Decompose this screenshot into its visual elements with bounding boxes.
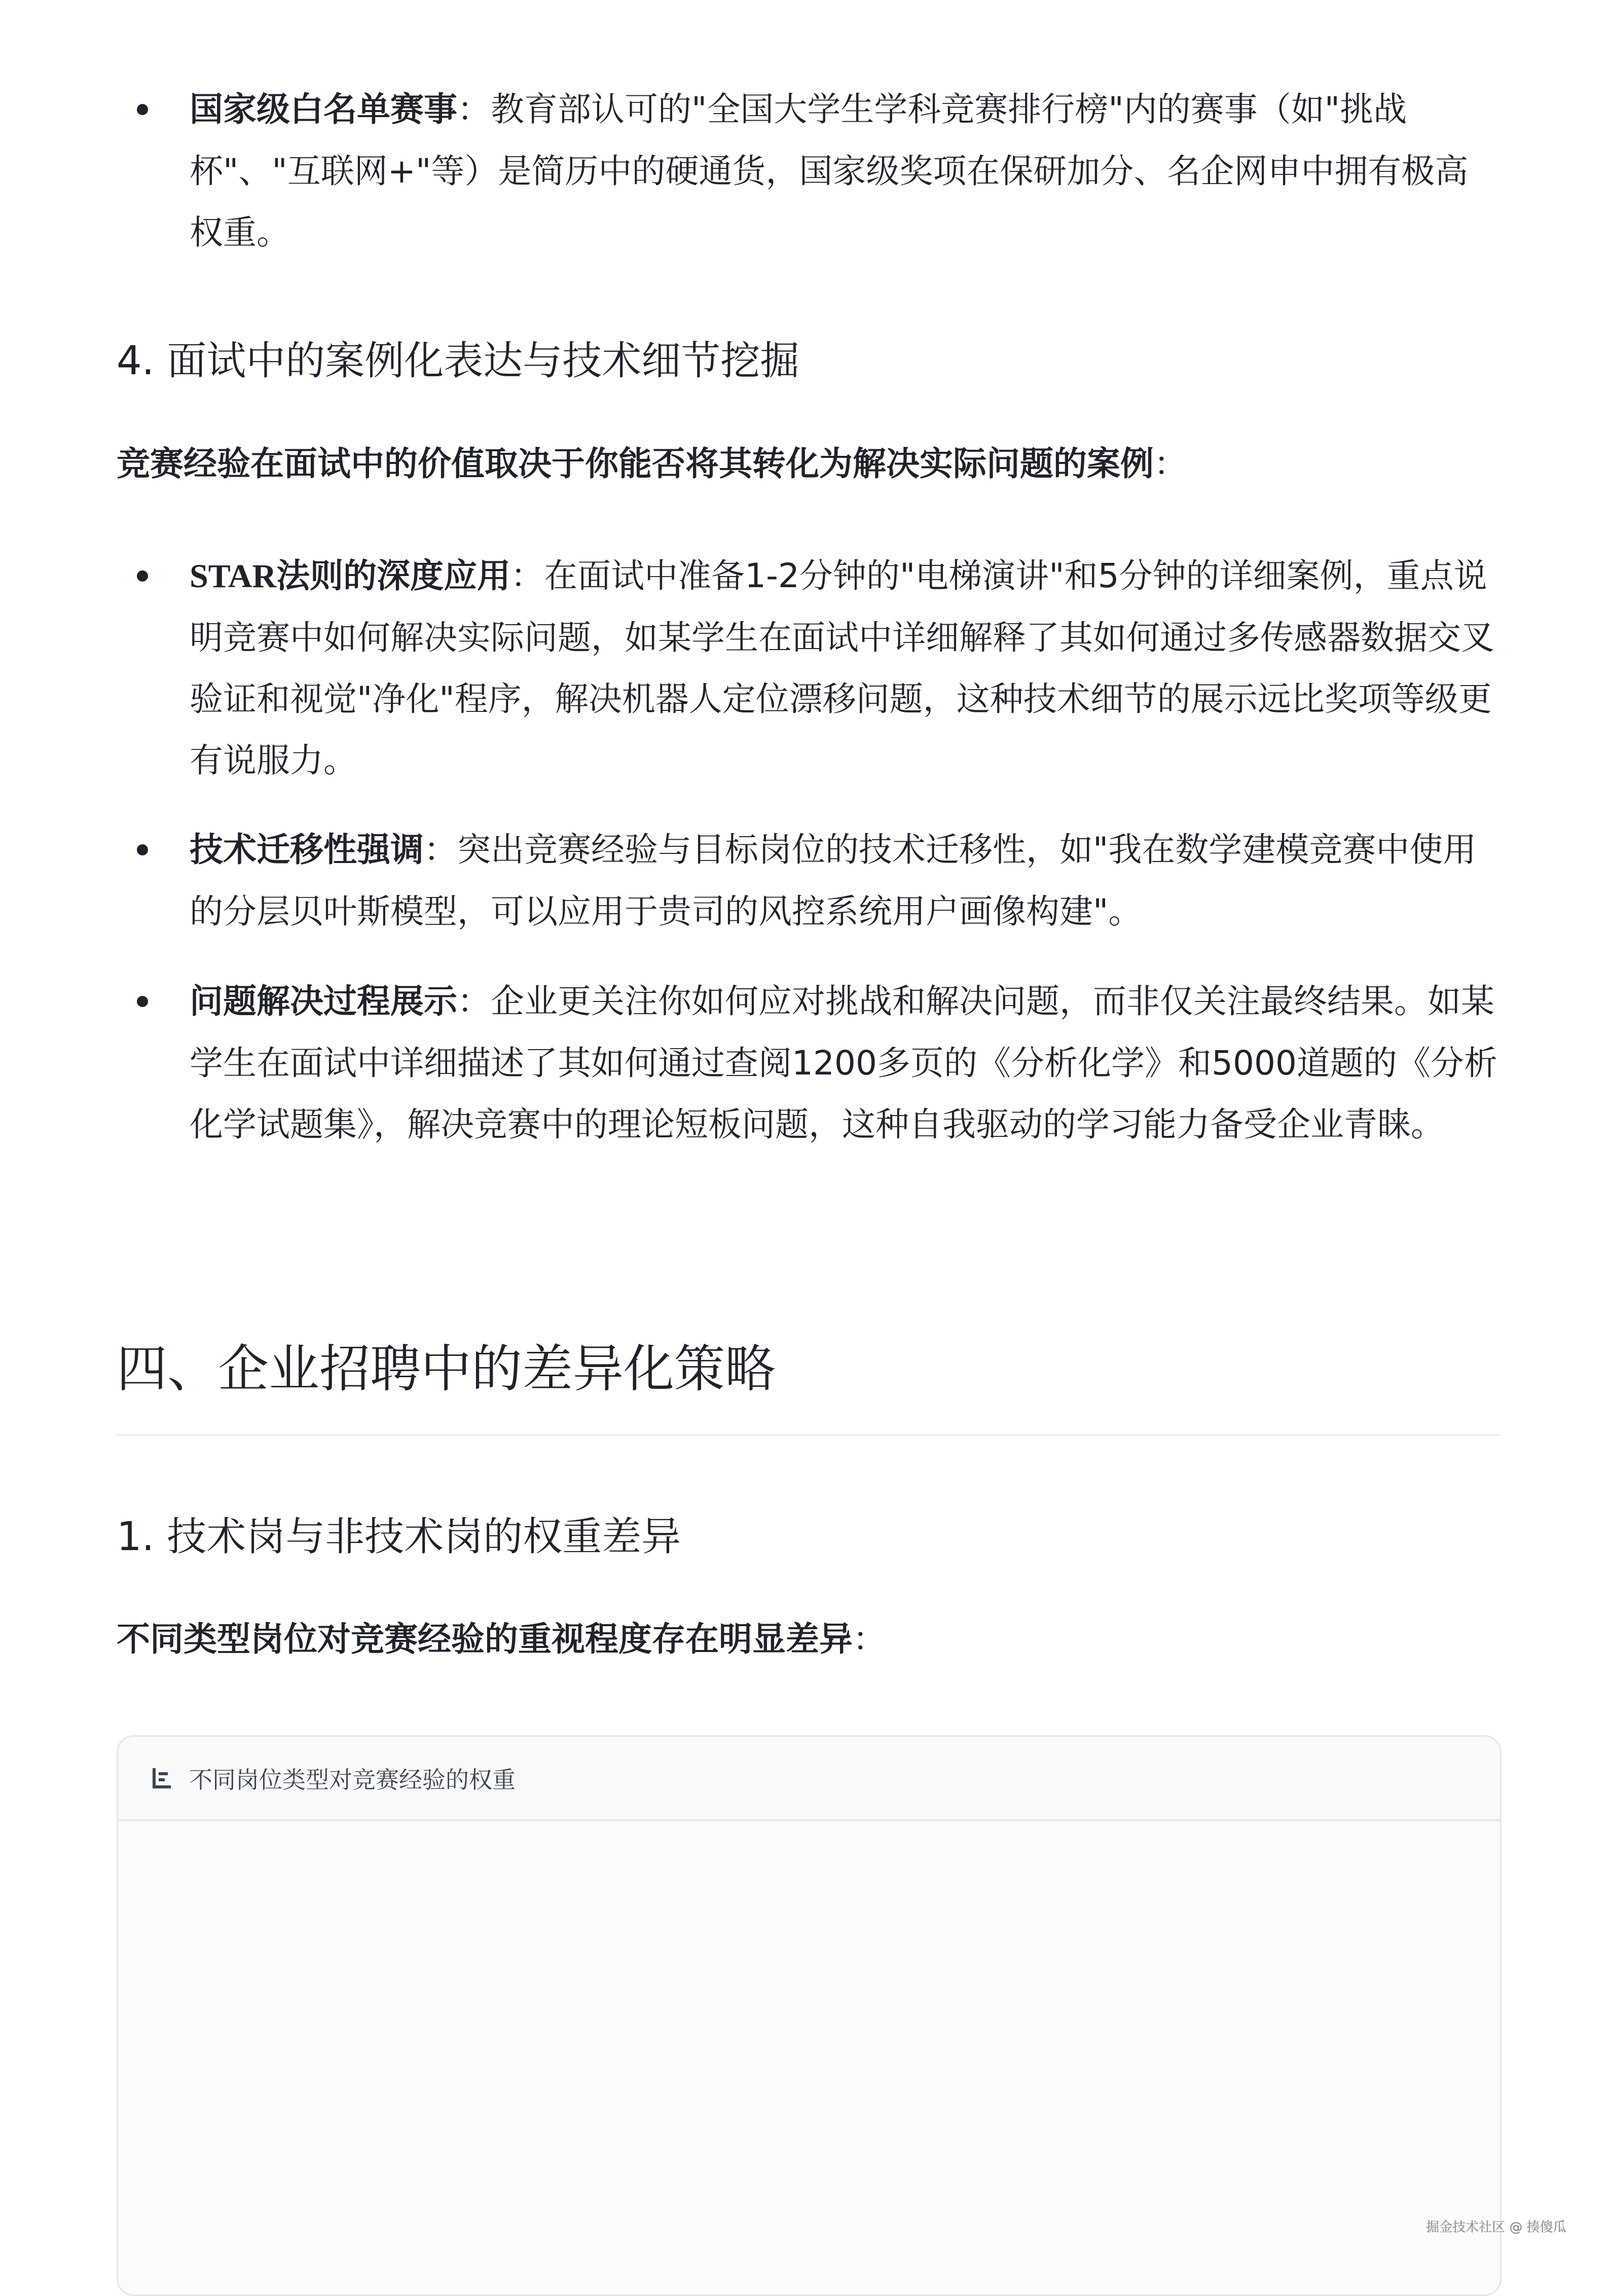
bullet-text: ：企业更关注你如何应对挑战和解决问题，而非仅关注最终结果。如某学生在面试中详细描述了其如何通过查阅1200多页的《分析化学》和5000道题的《分析化学试题集》，解决竞赛中的理论短板问题，这种自我驱动的学习能力备受企业青睐。 (190, 982, 1497, 1144)
lead-strong: 竞赛经验在面试中的价值取决于你能否将其转化为解决实际问题的案例 (117, 446, 1154, 483)
lead-strong: 不同类型岗位对竞赛经验的重视程度存在明显差异 (117, 1621, 853, 1658)
bar-chart-icon (152, 1767, 172, 1789)
chart-area (118, 1821, 1500, 2293)
list-item (117, 545, 1500, 791)
bullet-text: ：教育部认可的"全国大学生学科竞赛排行榜"内的赛事（如"挑战杯"、"互联网+"等）是简历中的硬通货，国家级奖项在保研加分、名企网申中拥有极高权重。 (190, 90, 1469, 252)
lead-colon: ： (1154, 444, 1187, 483)
sub-heading: 1. 技术岗与非技术岗的权重差异 (117, 1514, 681, 1560)
bullet-dot (137, 104, 148, 115)
bullet-dot (137, 844, 148, 855)
watermark: 掘金技术社区 @ 揍傻瓜 (1426, 2220, 1566, 2235)
chart-card (117, 1735, 1502, 2296)
lead-paragraph (117, 1608, 886, 1670)
chapter-heading: 四、企业招聘中的差异化策略 (117, 1339, 776, 1398)
section-heading: 4. 面试中的案例化表达与技术细节挖掘 (117, 338, 800, 384)
chart-card-header (118, 1737, 1500, 1821)
bullet-label: 问题解决过程展示 (190, 983, 457, 1020)
bullet-dot (137, 570, 148, 582)
list-item (117, 971, 1500, 1155)
heading-divider (117, 1434, 1500, 1436)
lead-paragraph (117, 433, 1187, 495)
bullet-label: STAR法则的深度应用 (190, 558, 511, 595)
bullet-text: ：在面试中准备1-2分钟的"电梯演讲"和5分钟的详细案例，重点说明竞赛中如何解决实际问题，如某学生在面试中详细解释了其如何通过多传感器数据交叉验证和视觉"净化"程序，解决机器人定位漂移问题，这种技术细节的展示远比奖项等级更有说服力。 (190, 556, 1494, 780)
bullet-text: ：突出竞赛经验与目标岗位的技术迁移性，如"我在数学建模竞赛中使用的分层贝叶斯模型，可以应用于贵司的风控系统用户画像构建"。 (190, 830, 1477, 931)
list-item (117, 79, 1500, 263)
list-item (117, 819, 1500, 942)
bullet-label: 技术迁移性强调 (190, 832, 424, 869)
bullet-label: 国家级白名单赛事 (190, 91, 457, 128)
lead-colon: ： (853, 1620, 886, 1659)
bullet-dot (137, 996, 148, 1007)
chart-card-title: 不同岗位类型对竞赛经验的权重 (189, 1766, 516, 1793)
